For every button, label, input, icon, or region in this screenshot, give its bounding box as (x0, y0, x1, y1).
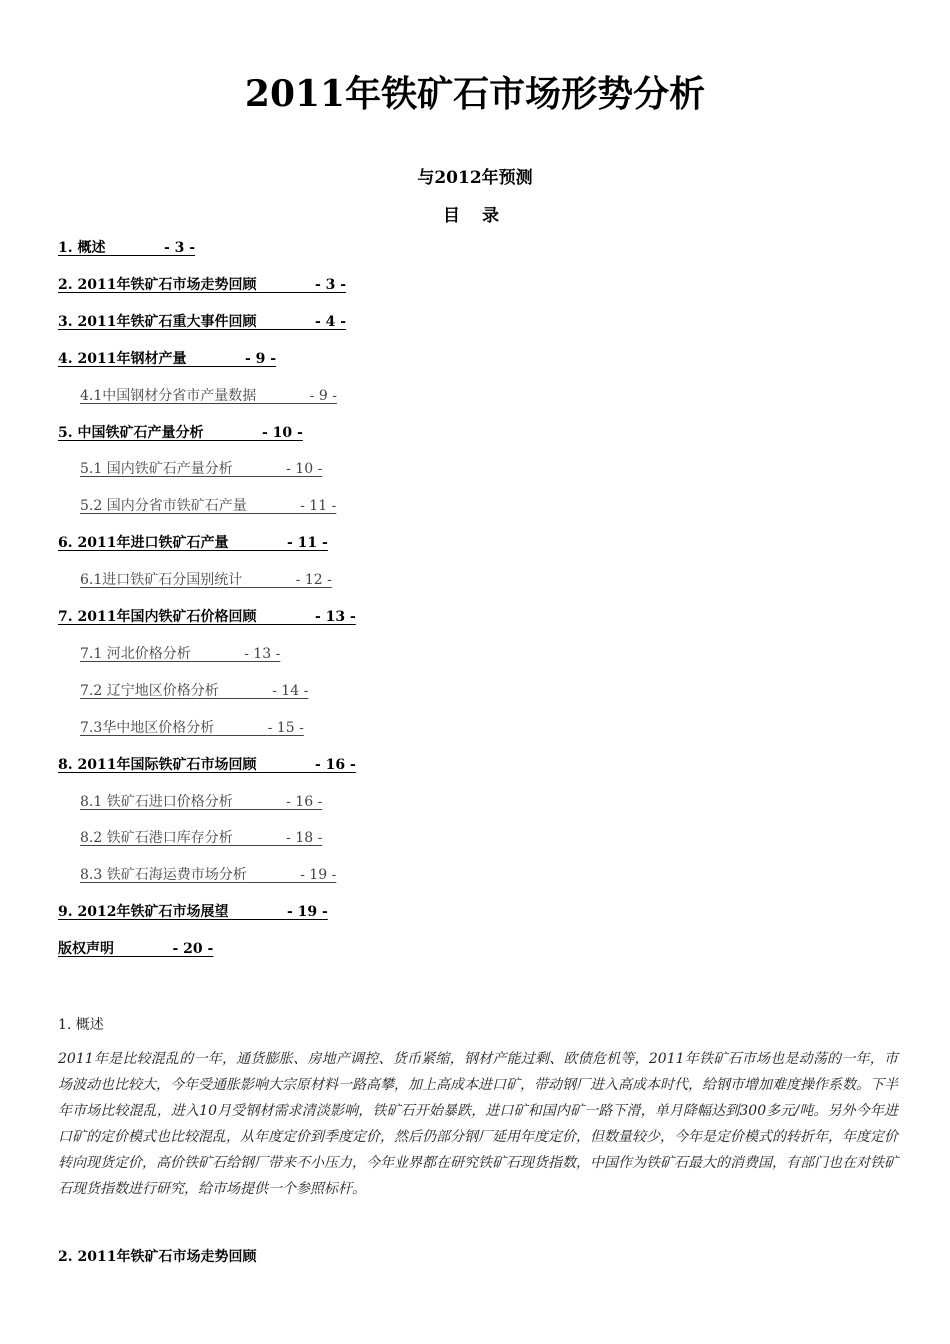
toc-entry-page: - 16 - (314, 756, 356, 773)
toc-entry-page: - 10 - (262, 424, 303, 441)
toc-entry[interactable] (80, 829, 322, 847)
toc-entry-gap (191, 646, 244, 662)
toc-entry-page: - 19 - (286, 904, 328, 921)
toc-entry-page: - 16 - (286, 793, 323, 810)
toc-entry[interactable] (58, 424, 303, 442)
toc-entry-label: 8.2 铁矿石港口库存分析 (80, 830, 233, 847)
toc-entry[interactable] (58, 276, 346, 294)
toc-entry[interactable] (58, 350, 276, 368)
toc-entry-label: 5. 中国铁矿石产量分析 (58, 424, 204, 441)
toc-entry-gap (186, 351, 245, 367)
toc-entry[interactable] (58, 903, 328, 921)
toc-entry-page: - 11 - (300, 498, 337, 515)
toc-entry-page: - 18 - (286, 830, 323, 847)
toc-entry[interactable] (80, 793, 322, 811)
toc-entry-label: 4. 2011年钢材产量 (58, 350, 187, 367)
toc-entry-label: 版权声明 (58, 941, 114, 958)
toc-entry-page: - 13 - (244, 645, 281, 662)
toc-entry-page: - 4 - (314, 313, 347, 330)
toc-entry-label: 5.2 国内分省市铁矿石产量 (80, 498, 247, 515)
toc-entry[interactable] (80, 866, 336, 884)
toc-entry-label: 7. 2011年国内铁矿石价格回顾 (58, 609, 257, 625)
toc-entry-page: - 13 - (314, 609, 356, 625)
toc-entry-gap (219, 683, 272, 699)
toc-entry-gap (256, 277, 315, 293)
document-title: 2011年铁矿石市场形势分析 (244, 73, 706, 115)
toc-entry[interactable] (80, 497, 336, 515)
toc-entry[interactable] (80, 645, 280, 663)
toc-entry[interactable] (58, 940, 213, 958)
toc-entry[interactable] (80, 682, 308, 700)
toc-entry-label: 8.1 铁矿石进口价格分析 (80, 793, 233, 810)
toc-entry-gap (233, 830, 286, 846)
section-heading-overview: 1. 概述 (58, 1017, 104, 1033)
toc-entry-page: - 9 - (244, 350, 277, 367)
toc-entry-label: 3. 2011年铁矿石重大事件回顾 (58, 313, 257, 330)
toc-entry-label: 9. 2012年铁矿石市场展望 (58, 904, 229, 921)
toc-entry-label: 7.3华中地区价格分析 (80, 719, 215, 736)
toc-entry-page: - 10 - (286, 461, 323, 478)
toc-entry[interactable] (80, 571, 332, 589)
toc-entry-gap (256, 388, 309, 404)
toc-entry-gap (247, 867, 300, 883)
toc-entry-label: 4.1中国钢材分省市产量数据 (80, 387, 257, 404)
toc-entry-gap (233, 794, 286, 810)
toc-entry[interactable] (58, 608, 356, 626)
toc-entry-gap (256, 314, 315, 330)
toc-entry-gap (204, 425, 263, 441)
toc-entry-label: 2. 2011年铁矿石市场走势回顾 (58, 276, 257, 293)
toc-entry[interactable] (58, 534, 328, 552)
toc-entry-page: - 12 - (295, 572, 332, 589)
toc-entry-page: - 3 - (164, 240, 196, 256)
toc-entry-gap (256, 609, 315, 625)
toc-entry-gap (228, 904, 287, 920)
toc-entry-label: 7.2 辽宁地区价格分析 (80, 682, 219, 699)
toc-entry[interactable] (80, 460, 322, 478)
toc-entry-gap (242, 572, 295, 588)
toc-entry-label: 5.1 国内铁矿石产量分析 (80, 461, 233, 478)
toc-entry-label: 6.1进口铁矿石分国别统计 (80, 572, 243, 589)
toc-entry-gap (228, 535, 287, 551)
toc-entry-gap (106, 240, 165, 256)
toc-entry-gap (233, 461, 286, 477)
toc-entry-gap (114, 941, 173, 957)
toc-entry[interactable] (58, 756, 356, 774)
toc-heading: 目 录 (443, 206, 507, 226)
toc-entry-page: - 14 - (272, 682, 309, 699)
toc-entry-label: 6. 2011年进口铁矿石产量 (58, 535, 229, 552)
document-subtitle: 与2012年预测 (417, 168, 533, 188)
toc-entry-page: - 3 - (314, 276, 347, 293)
toc-entry-gap (247, 498, 300, 514)
toc-entry[interactable] (58, 313, 346, 331)
toc-entry-gap (256, 757, 315, 773)
toc-entry-label: 8.3 铁矿石海运费市场分析 (80, 867, 247, 884)
toc-entry-page: - 9 - (309, 387, 337, 404)
toc-entry-page: - 15 - (267, 719, 304, 736)
toc-entry-gap (214, 720, 267, 736)
toc-entry-page: - 11 - (286, 535, 328, 552)
overview-paragraph: 2011年是比较混乱的一年，通货膨胀、房地产调控、货币紧缩，钢材产能过剩、欧债危机等，2011年铁矿石市场也是动荡的一年，市场波动也比较大，今年受通胀影响大宗原材料一路高攀，加上高成本进口矿，带动钢厂进入高成本时代，给钢市增加难度操作系数。下半年市场比较混乱，进入10月受钢材需求清淡影响，铁矿石开始暴跌，进口矿和国内矿一路下滑，单月降幅达到300多元/吨。另外今年进口矿的定价模式也比较混乱，从年度定价到季度定价，然后仍部分钢厂延用年度定价，但数量较少，今年是定价模式的转折年，年度定价转向现货定价，高价铁矿石给钢厂带来不小压力，今年业界都在研究铁矿石现货指数，中国作为铁矿石最大的消费国，有部门也在对铁矿石现货指数进行研究，给市场提供一个参照标杆。 (58, 1051, 898, 1197)
toc-entry[interactable] (58, 239, 195, 257)
toc-entry-page: - 20 - (172, 941, 214, 958)
toc-entry-label: 1. 概述 (58, 240, 106, 256)
toc-entry-page: - 19 - (300, 867, 337, 884)
toc-entry[interactable] (80, 719, 304, 737)
toc-entry[interactable] (80, 387, 337, 405)
toc-entry-label: 8. 2011年国际铁矿石市场回顾 (58, 756, 257, 773)
toc-entry-label: 7.1 河北价格分析 (80, 645, 191, 662)
section-heading-market-review: 2. 2011年铁矿石市场走势回顾 (58, 1249, 257, 1265)
